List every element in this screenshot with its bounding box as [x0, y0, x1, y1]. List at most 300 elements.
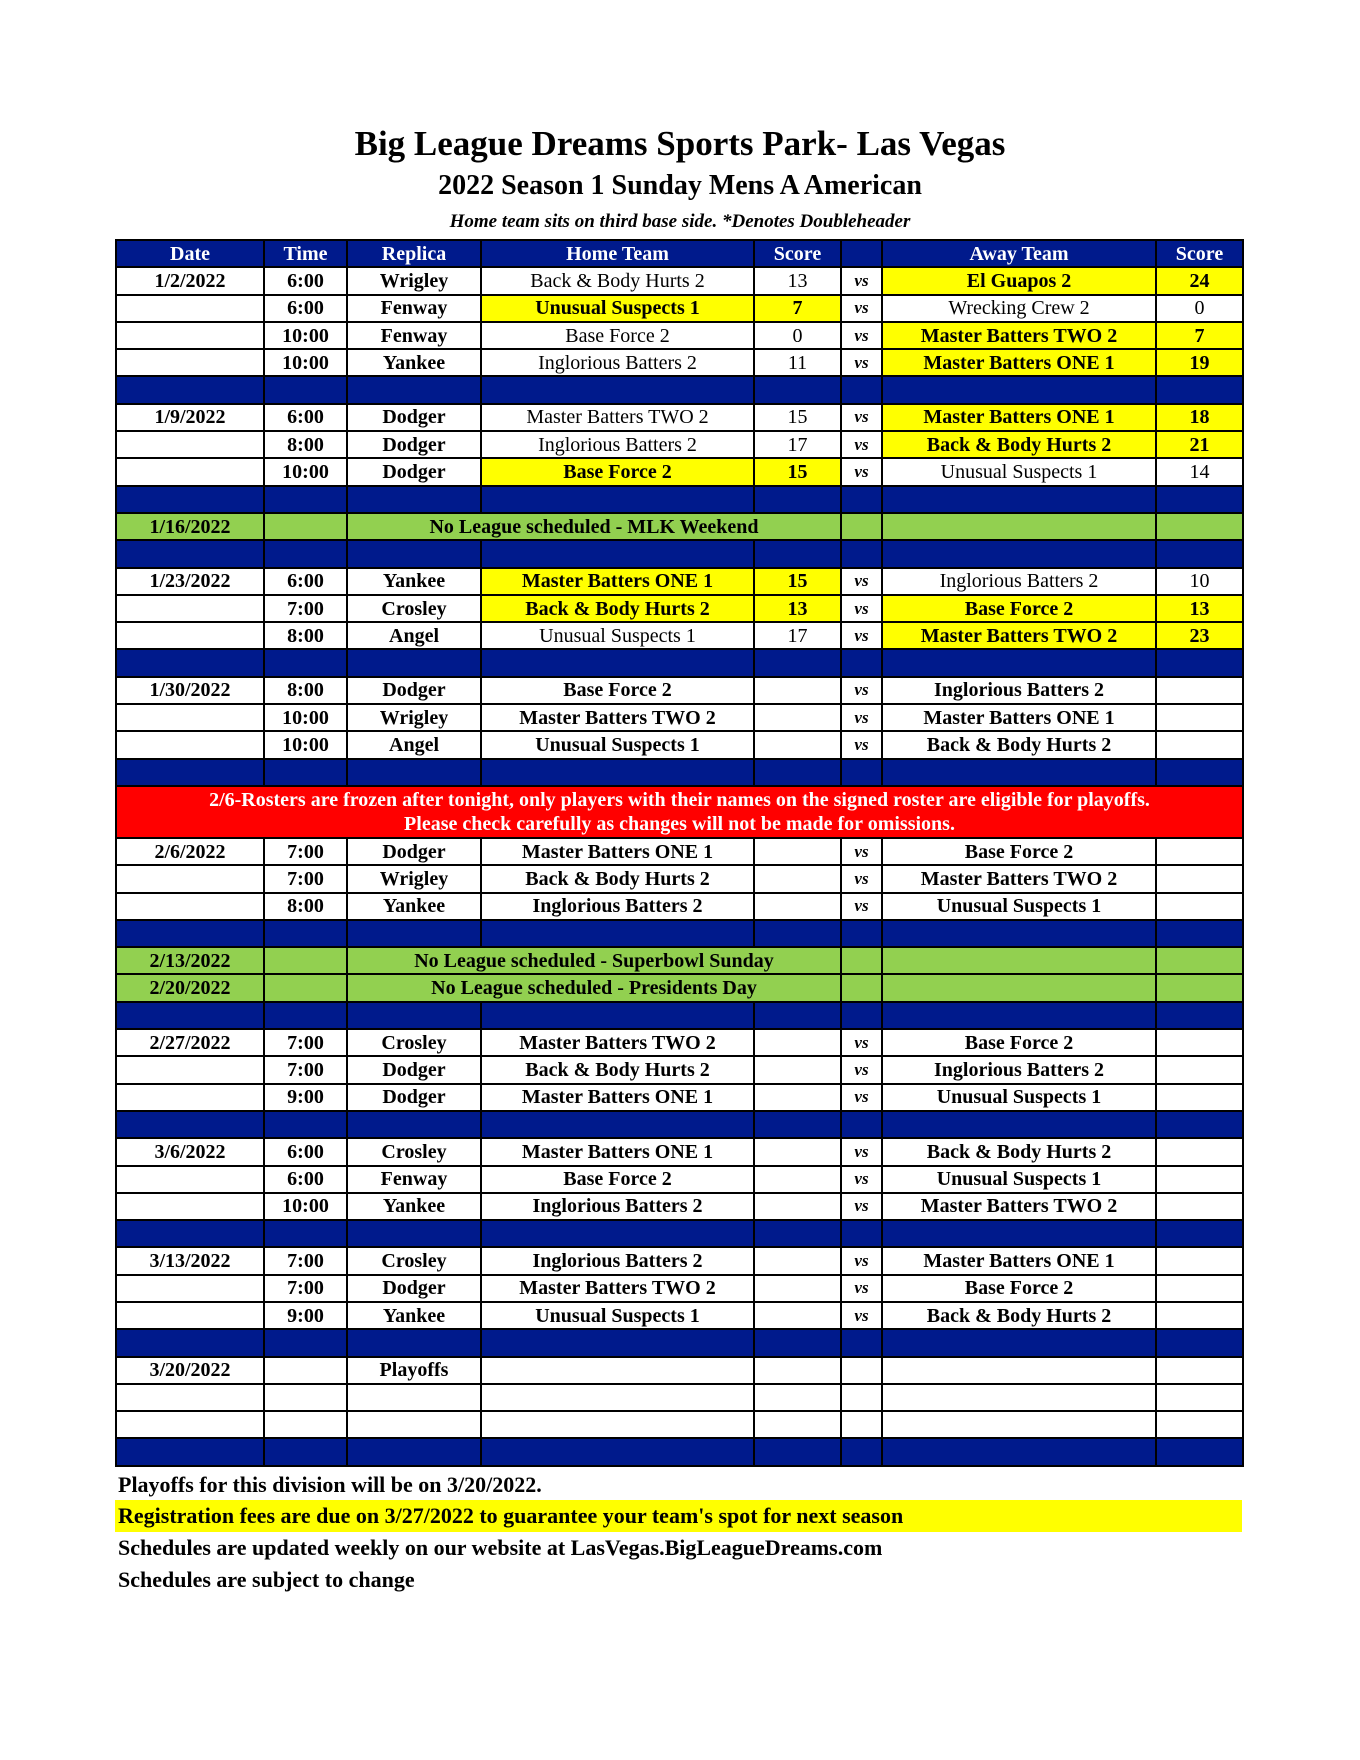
time-cell: 7:00 [264, 1247, 347, 1274]
replica-field-cell: Yankee [347, 893, 481, 920]
vs-cell: vs [841, 1138, 882, 1165]
col-header-home-score: Score [754, 240, 841, 267]
home-team-cell: Inglorious Batters 2 [481, 349, 754, 376]
separator-cell [882, 1002, 1156, 1029]
time-cell: 9:00 [264, 1084, 347, 1111]
vs-cell [841, 1411, 882, 1438]
separator-cell [481, 649, 754, 676]
separator-cell [841, 1220, 882, 1247]
separator-cell [754, 759, 841, 786]
separator-cell [882, 1220, 1156, 1247]
vs-cell: vs [841, 295, 882, 322]
game-row [116, 677, 1243, 704]
home-score-cell [754, 1056, 841, 1083]
notice-cell [116, 786, 1243, 838]
separator-cell [1156, 1329, 1243, 1356]
no-league-message: No League scheduled - Superbowl Sunday [347, 947, 841, 974]
separator-cell [264, 376, 347, 403]
separator-cell [1156, 1111, 1243, 1138]
separator-cell [481, 486, 754, 513]
separator-cell [481, 376, 754, 403]
away-score-cell: 7 [1156, 322, 1243, 349]
separator-cell [481, 1329, 754, 1356]
away-team-cell: Master Batters TWO 2 [882, 622, 1156, 649]
vs-cell [841, 1384, 882, 1411]
time-cell: 6:00 [264, 1166, 347, 1193]
separator-cell [754, 376, 841, 403]
separator-cell [841, 1002, 882, 1029]
separator-cell [754, 1329, 841, 1356]
away-score-cell [1156, 838, 1243, 865]
vs-cell: vs [841, 595, 882, 622]
date-cell [116, 595, 264, 622]
away-team-cell [882, 1411, 1156, 1438]
time-cell: 10:00 [264, 322, 347, 349]
game-row [116, 595, 1243, 622]
vs-cell [841, 1357, 882, 1384]
away-score-cell [1156, 513, 1243, 540]
time-cell: 6:00 [264, 267, 347, 294]
home-team-cell: Base Force 2 [481, 322, 754, 349]
home-team-cell [481, 1357, 754, 1384]
date-cell [116, 622, 264, 649]
home-team-cell: Unusual Suspects 1 [481, 731, 754, 758]
time-cell: 6:00 [264, 295, 347, 322]
separator-cell [264, 920, 347, 947]
away-team-cell: Master Batters ONE 1 [882, 1247, 1156, 1274]
playoffs-note: Playoffs for this division will be on 3/20/2022. [118, 1472, 542, 1497]
vs-cell: vs [841, 704, 882, 731]
separator-cell [754, 486, 841, 513]
separator-cell [754, 649, 841, 676]
separator-cell [882, 1329, 1156, 1356]
page-subtitle: 2022 Season 1 Sunday Mens A American [438, 170, 922, 201]
game-row [116, 1029, 1243, 1056]
away-score-cell [1156, 1357, 1243, 1384]
separator-cell [116, 920, 264, 947]
date-cell [116, 1193, 264, 1220]
home-team-cell: Master Batters TWO 2 [481, 404, 754, 431]
time-cell [264, 1357, 347, 1384]
separator-cell [1156, 540, 1243, 567]
game-row [116, 1193, 1243, 1220]
separator-cell [347, 1220, 481, 1247]
date-cell [116, 865, 264, 892]
date-cell [116, 431, 264, 458]
away-score-cell [1156, 1166, 1243, 1193]
date-cell [116, 458, 264, 485]
game-row [116, 1166, 1243, 1193]
home-team-cell: Back & Body Hurts 2 [481, 865, 754, 892]
separator-cell [481, 920, 754, 947]
home-score-cell [754, 1166, 841, 1193]
away-team-cell: Unusual Suspects 1 [882, 893, 1156, 920]
separator-cell [754, 920, 841, 947]
home-score-cell: 15 [754, 404, 841, 431]
game-row [116, 1384, 1243, 1411]
replica-field-cell: Wrigley [347, 267, 481, 294]
week-separator-row [116, 1002, 1243, 1029]
vs-cell: vs [841, 893, 882, 920]
game-row [116, 865, 1243, 892]
replica-field-cell: Dodger [347, 677, 481, 704]
separator-cell [116, 1438, 264, 1465]
website-note: Schedules are updated weekly on our website at LasVegas.BigLeagueDreams.com [118, 1535, 883, 1560]
home-team-cell: Unusual Suspects 1 [481, 622, 754, 649]
away-score-cell: 21 [1156, 431, 1243, 458]
separator-cell [264, 759, 347, 786]
time-cell: 7:00 [264, 1056, 347, 1083]
separator-cell [882, 649, 1156, 676]
separator-cell [841, 649, 882, 676]
schedule-table [115, 239, 1244, 1467]
away-score-cell: 24 [1156, 267, 1243, 294]
separator-cell [264, 1002, 347, 1029]
away-score-cell: 23 [1156, 622, 1243, 649]
away-team-cell [882, 513, 1156, 540]
vs-cell: vs [841, 1084, 882, 1111]
away-score-cell [1156, 947, 1243, 974]
replica-field-cell: Fenway [347, 1166, 481, 1193]
no-league-message: No League scheduled - Presidents Day [347, 974, 841, 1001]
replica-field-cell: Angel [347, 622, 481, 649]
separator-cell [882, 1438, 1156, 1465]
vs-cell: vs [841, 1247, 882, 1274]
away-score-cell [1156, 1193, 1243, 1220]
vs-cell [841, 947, 882, 974]
away-team-cell: Master Batters ONE 1 [882, 704, 1156, 731]
separator-cell [481, 1111, 754, 1138]
away-team-cell [882, 1384, 1156, 1411]
vs-cell: vs [841, 349, 882, 376]
replica-field-cell: Yankee [347, 349, 481, 376]
home-team-cell: Base Force 2 [481, 677, 754, 704]
replica-field-cell: Dodger [347, 458, 481, 485]
game-row [116, 1302, 1243, 1329]
date-cell: 1/16/2022 [116, 513, 264, 540]
home-score-cell [754, 704, 841, 731]
away-score-cell: 13 [1156, 595, 1243, 622]
away-score-cell [1156, 1029, 1243, 1056]
replica-field-cell: Dodger [347, 1056, 481, 1083]
week-separator-row [116, 1220, 1243, 1247]
away-score-cell [1156, 731, 1243, 758]
separator-cell [347, 920, 481, 947]
date-cell [116, 1384, 264, 1411]
home-score-cell [754, 838, 841, 865]
away-team-cell: Back & Body Hurts 2 [882, 431, 1156, 458]
separator-cell [347, 759, 481, 786]
time-cell: 8:00 [264, 677, 347, 704]
away-team-cell: El Guapos 2 [882, 267, 1156, 294]
home-team-cell: Master Batters ONE 1 [481, 838, 754, 865]
home-score-cell: 7 [754, 295, 841, 322]
separator-cell [841, 1438, 882, 1465]
time-cell: 8:00 [264, 431, 347, 458]
away-score-cell [1156, 974, 1243, 1001]
home-score-cell [754, 731, 841, 758]
away-team-cell: Wrecking Crew 2 [882, 295, 1156, 322]
col-header-away-team: Away Team [882, 240, 1156, 267]
separator-cell [1156, 759, 1243, 786]
away-team-cell: Master Batters TWO 2 [882, 1193, 1156, 1220]
date-cell [116, 1275, 264, 1302]
home-team-cell: Inglorious Batters 2 [481, 893, 754, 920]
date-cell [116, 1056, 264, 1083]
home-score-cell: 0 [754, 322, 841, 349]
home-team-cell: Back & Body Hurts 2 [481, 1056, 754, 1083]
game-row [116, 1138, 1243, 1165]
separator-cell [841, 920, 882, 947]
date-cell [116, 349, 264, 376]
date-cell [116, 1084, 264, 1111]
separator-cell [754, 540, 841, 567]
week-separator-row [116, 649, 1243, 676]
time-cell: 10:00 [264, 349, 347, 376]
away-score-cell [1156, 1056, 1243, 1083]
date-cell [116, 295, 264, 322]
away-team-cell: Inglorious Batters 2 [882, 677, 1156, 704]
time-cell [264, 974, 347, 1001]
away-team-cell: Back & Body Hurts 2 [882, 1138, 1156, 1165]
game-row [116, 568, 1243, 595]
separator-cell [264, 1329, 347, 1356]
time-cell: 7:00 [264, 865, 347, 892]
away-team-cell: Inglorious Batters 2 [882, 568, 1156, 595]
vs-cell: vs [841, 677, 882, 704]
separator-cell [1156, 1438, 1243, 1465]
time-cell: 8:00 [264, 622, 347, 649]
away-score-cell: 14 [1156, 458, 1243, 485]
date-cell [116, 704, 264, 731]
time-cell [264, 513, 347, 540]
vs-cell: vs [841, 458, 882, 485]
away-score-cell [1156, 1384, 1243, 1411]
home-score-cell [754, 1193, 841, 1220]
time-cell: 10:00 [264, 1193, 347, 1220]
away-team-cell: Unusual Suspects 1 [882, 458, 1156, 485]
home-score-cell: 15 [754, 458, 841, 485]
separator-cell [841, 1329, 882, 1356]
date-cell: 3/6/2022 [116, 1138, 264, 1165]
replica-field-cell: Yankee [347, 1193, 481, 1220]
away-team-cell: Master Batters ONE 1 [882, 404, 1156, 431]
time-cell: 9:00 [264, 1302, 347, 1329]
no-games-row [116, 947, 1243, 974]
game-row [116, 1275, 1243, 1302]
week-separator-row [116, 1438, 1243, 1465]
away-score-cell [1156, 677, 1243, 704]
vs-cell: vs [841, 1275, 882, 1302]
away-score-cell [1156, 865, 1243, 892]
col-header-vs [841, 240, 882, 267]
col-header-replica: Replica [347, 240, 481, 267]
replica-field-cell: Yankee [347, 568, 481, 595]
game-row [116, 431, 1243, 458]
separator-cell [347, 649, 481, 676]
home-team-cell: Master Batters ONE 1 [481, 568, 754, 595]
date-cell: 1/9/2022 [116, 404, 264, 431]
separator-cell [116, 376, 264, 403]
replica-field-cell: Fenway [347, 295, 481, 322]
separator-cell [347, 1111, 481, 1138]
home-score-cell: 11 [754, 349, 841, 376]
replica-field-cell: Dodger [347, 1275, 481, 1302]
notice-line-1: 2/6-Rosters are frozen after tonight, only players with their names on the signed roster are eligible for playoffs. [209, 788, 1150, 811]
separator-cell [1156, 486, 1243, 513]
home-team-cell: Back & Body Hurts 2 [481, 267, 754, 294]
home-score-cell [754, 1084, 841, 1111]
home-team-cell: Inglorious Batters 2 [481, 431, 754, 458]
separator-cell [116, 540, 264, 567]
replica-field-cell: Crosley [347, 1138, 481, 1165]
replica-field-cell [347, 1411, 481, 1438]
home-score-cell: 17 [754, 622, 841, 649]
game-row [116, 295, 1243, 322]
date-cell [116, 893, 264, 920]
home-team-cell: Base Force 2 [481, 458, 754, 485]
game-row [116, 404, 1243, 431]
away-team-cell: Unusual Suspects 1 [882, 1084, 1156, 1111]
separator-cell [264, 1438, 347, 1465]
col-header-away-score: Score [1156, 240, 1243, 267]
separator-cell [882, 486, 1156, 513]
away-score-cell [1156, 1302, 1243, 1329]
away-score-cell [1156, 893, 1243, 920]
vs-cell: vs [841, 267, 882, 294]
separator-cell [1156, 1002, 1243, 1029]
game-row [116, 267, 1243, 294]
vs-cell: vs [841, 622, 882, 649]
home-team-cell: Master Batters TWO 2 [481, 704, 754, 731]
no-games-row [116, 513, 1243, 540]
no-league-message: No League scheduled - MLK Weekend [347, 513, 841, 540]
separator-cell [481, 1438, 754, 1465]
home-team-cell: Inglorious Batters 2 [481, 1193, 754, 1220]
game-row [116, 1247, 1243, 1274]
away-score-cell [1156, 1138, 1243, 1165]
replica-field-cell: Wrigley [347, 865, 481, 892]
home-score-cell [754, 1247, 841, 1274]
time-cell: 6:00 [264, 404, 347, 431]
time-cell [264, 1411, 347, 1438]
home-score-cell [754, 1357, 841, 1384]
replica-field-cell: Crosley [347, 1029, 481, 1056]
roster-freeze-notice [116, 786, 1243, 838]
away-team-cell: Base Force 2 [882, 1275, 1156, 1302]
separator-cell [264, 486, 347, 513]
time-cell: 6:00 [264, 1138, 347, 1165]
time-cell: 8:00 [264, 893, 347, 920]
vs-cell: vs [841, 431, 882, 458]
home-score-cell: 13 [754, 595, 841, 622]
date-cell: 1/2/2022 [116, 267, 264, 294]
replica-field-cell: Dodger [347, 431, 481, 458]
replica-field-cell [347, 1384, 481, 1411]
separator-cell [841, 540, 882, 567]
col-header-date: Date [116, 240, 264, 267]
no-games-row [116, 974, 1243, 1001]
vs-cell: vs [841, 568, 882, 595]
time-cell: 10:00 [264, 704, 347, 731]
separator-cell [882, 759, 1156, 786]
separator-cell [116, 759, 264, 786]
separator-cell [754, 1111, 841, 1138]
away-team-cell: Base Force 2 [882, 595, 1156, 622]
date-cell [116, 1302, 264, 1329]
home-team-cell [481, 1411, 754, 1438]
away-score-cell [1156, 1084, 1243, 1111]
vs-cell: vs [841, 322, 882, 349]
separator-cell [481, 1002, 754, 1029]
replica-field-cell: Crosley [347, 595, 481, 622]
game-row [116, 322, 1243, 349]
home-score-cell [754, 677, 841, 704]
game-row [116, 838, 1243, 865]
time-cell [264, 947, 347, 974]
away-team-cell: Master Batters TWO 2 [882, 322, 1156, 349]
vs-cell: vs [841, 865, 882, 892]
table-header-row [116, 240, 1243, 267]
separator-cell [116, 1002, 264, 1029]
home-team-cell: Master Batters TWO 2 [481, 1029, 754, 1056]
separator-cell [754, 1002, 841, 1029]
replica-field-cell: Dodger [347, 838, 481, 865]
separator-cell [754, 1220, 841, 1247]
home-score-cell [754, 1384, 841, 1411]
week-separator-row [116, 486, 1243, 513]
separator-cell [116, 1220, 264, 1247]
replica-field-cell: Angel [347, 731, 481, 758]
time-cell: 7:00 [264, 1029, 347, 1056]
separator-cell [264, 1220, 347, 1247]
week-separator-row [116, 920, 1243, 947]
home-team-cell: Base Force 2 [481, 1166, 754, 1193]
replica-field-cell: Dodger [347, 404, 481, 431]
separator-cell [1156, 920, 1243, 947]
home-score-cell: 15 [754, 568, 841, 595]
separator-cell [347, 540, 481, 567]
replica-field-cell: Fenway [347, 322, 481, 349]
separator-cell [1156, 376, 1243, 403]
separator-cell [264, 1111, 347, 1138]
home-team-cell: Back & Body Hurts 2 [481, 595, 754, 622]
vs-cell: vs [841, 1166, 882, 1193]
week-separator-row [116, 1329, 1243, 1356]
home-team-cell [481, 1384, 754, 1411]
home-score-cell [754, 1275, 841, 1302]
home-team-cell: Master Batters ONE 1 [481, 1084, 754, 1111]
date-cell: 2/27/2022 [116, 1029, 264, 1056]
page-title: Big League Dreams Sports Park- Las Vegas [354, 124, 1006, 163]
col-header-time: Time [264, 240, 347, 267]
date-cell [116, 322, 264, 349]
date-cell: 3/13/2022 [116, 1247, 264, 1274]
time-cell: 6:00 [264, 568, 347, 595]
week-separator-row [116, 759, 1243, 786]
away-team-cell: Master Batters ONE 1 [882, 349, 1156, 376]
separator-cell [347, 1438, 481, 1465]
away-score-cell: 0 [1156, 295, 1243, 322]
home-score-cell [754, 1302, 841, 1329]
separator-cell [882, 920, 1156, 947]
vs-cell: vs [841, 1056, 882, 1083]
time-cell: 10:00 [264, 458, 347, 485]
game-row [116, 893, 1243, 920]
away-score-cell [1156, 1275, 1243, 1302]
vs-cell: vs [841, 731, 882, 758]
away-score-cell [1156, 1247, 1243, 1274]
